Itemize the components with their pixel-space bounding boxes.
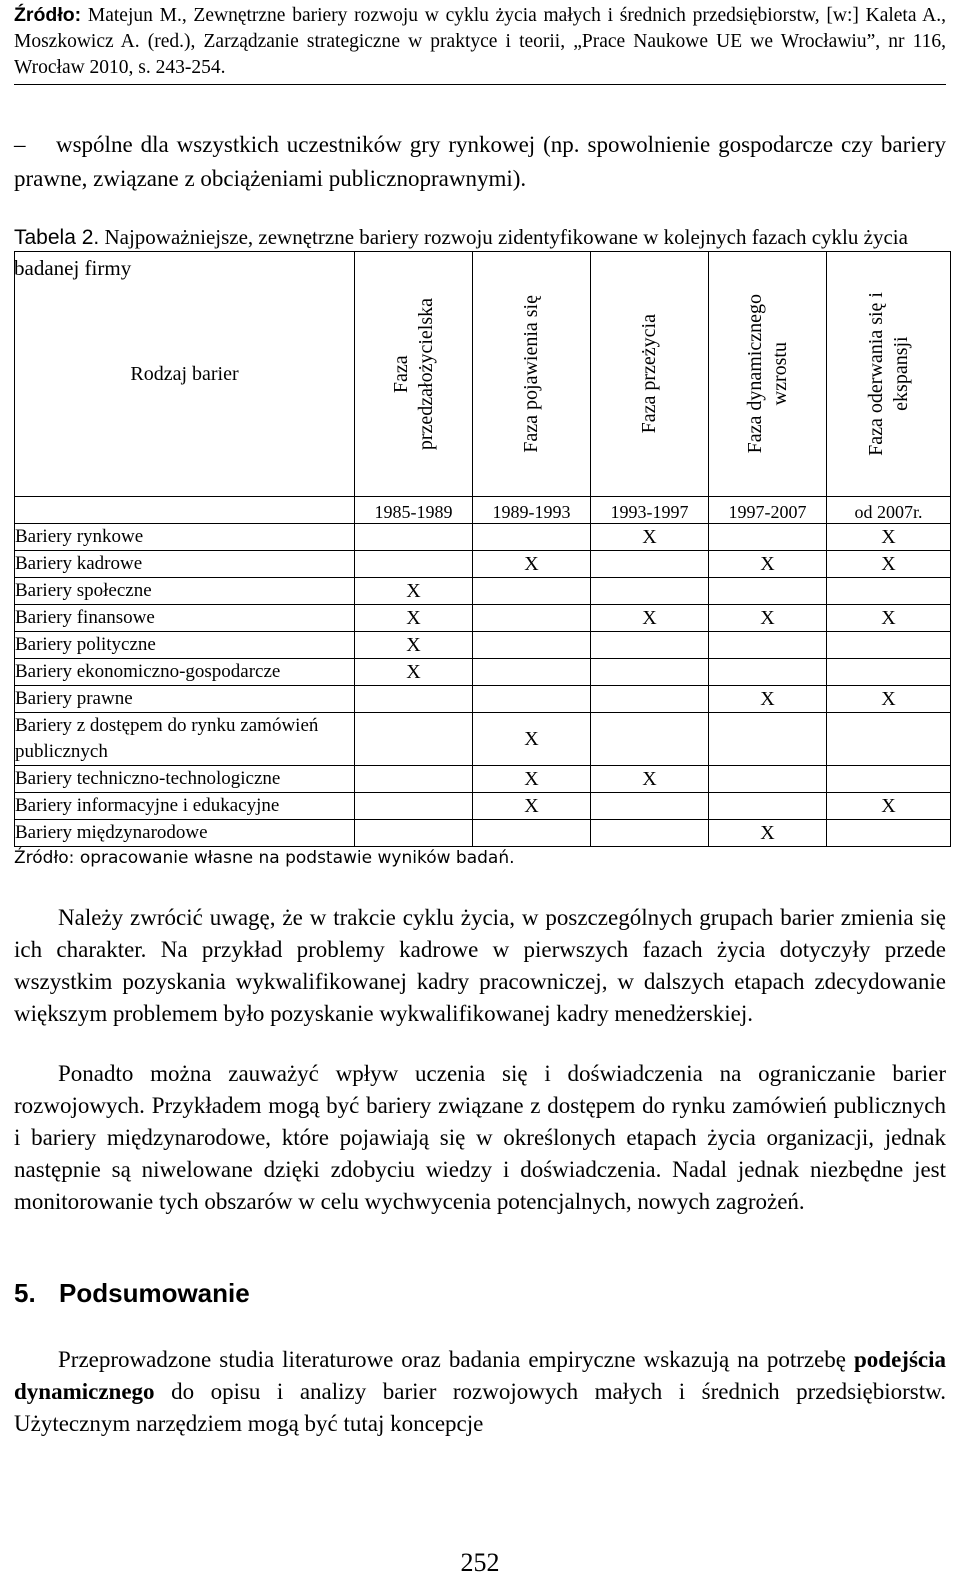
phase-mark-cell: [709, 578, 827, 605]
table-caption-label: Tabela 2.: [14, 226, 100, 249]
barriers-table: [14, 251, 951, 847]
phase-years: od 2007r.: [827, 497, 951, 524]
paragraph-text: Należy zwrócić uwagę, że w trakcie cyklu życia, w poszczególnych grupach barier zmienia się ich charakter. Na przykład problemy kadrowe w pierwszych fazach życia dotyczyły przede wszystkim pozyskania wykwalifikowanej kadry pracowniczej, w dalszych etapach zdecydowanie większym problemem było pozyskanie wykwalifikowanej kadry menedżerskiej.: [14, 905, 946, 1026]
table-row: [15, 632, 951, 659]
phase-header-cell: [355, 252, 473, 497]
years-row: [15, 497, 951, 524]
barrier-name: Bariery z dostępem do rynku zamówień publicznych: [15, 713, 355, 766]
summary-bold: podejścia dynamicznego: [14, 1347, 946, 1404]
phase-mark-cell: [473, 686, 591, 713]
phase-name: Faza pojawienia się: [520, 295, 542, 453]
summary-before: Przeprowadzone studia literaturowe oraz badania empiryczne wskazują na potrzebę: [58, 1347, 854, 1372]
phase-mark-cell: [591, 659, 709, 686]
phase-mark-cell: X: [473, 766, 591, 793]
phase-mark-cell: [473, 578, 591, 605]
phase-mark-cell: [473, 605, 591, 632]
phase-mark-cell: [709, 659, 827, 686]
phase-name: Faza przedzałożycielska: [389, 297, 437, 451]
table-row: [15, 551, 951, 578]
barrier-name: Bariery polityczne: [15, 632, 355, 659]
phase-years: 1993-1997: [591, 497, 709, 524]
phase-mark-cell: [355, 551, 473, 578]
summary-text: [14, 1344, 946, 1440]
phase-mark-cell: [473, 524, 591, 551]
phase-mark-cell: [355, 686, 473, 713]
page-number: 252: [460, 1548, 500, 1577]
phase-mark-cell: [709, 524, 827, 551]
barrier-name: Bariery prawne: [15, 686, 355, 713]
table-header-row: [15, 252, 951, 497]
barrier-name: Bariery techniczno-technologiczne: [15, 766, 355, 793]
phase-mark-cell: X: [827, 793, 951, 820]
barrier-name: Bariery międzynarodowe: [15, 820, 355, 847]
bullet-dash: –: [14, 132, 26, 157]
phase-mark-cell: [827, 578, 951, 605]
phase-header-cell: [709, 252, 827, 497]
phase-mark-cell: X: [827, 686, 951, 713]
phase-mark-cell: [473, 632, 591, 659]
table-row: [15, 686, 951, 713]
bullet-text: wspólne dla wszystkich uczestników gry rynkowej (np. spowolnienie gospodarcze czy bariery prawne, związane z obciążeniami publicznoprawnymi).: [14, 132, 946, 191]
paragraph: [14, 902, 946, 1030]
phase-mark-cell: [709, 793, 827, 820]
phase-mark-cell: [473, 659, 591, 686]
phase-header-cell: [473, 252, 591, 497]
phase-mark-cell: X: [473, 551, 591, 578]
table-row: [15, 605, 951, 632]
table-source-note: Źródło: opracowanie własne na podstawie wyników badań.: [14, 848, 515, 868]
phase-mark-cell: X: [827, 551, 951, 578]
phase-mark-cell: [591, 713, 709, 766]
phase-name: Faza przeżycia: [638, 314, 660, 434]
table-row: [15, 713, 951, 766]
header-divider: [14, 84, 946, 85]
phase-mark-cell: X: [709, 605, 827, 632]
phase-mark-cell: [591, 686, 709, 713]
barrier-name: Bariery rynkowe: [15, 524, 355, 551]
phase-mark-cell: [473, 820, 591, 847]
summary-paragraph: [14, 1344, 946, 1440]
years-blank-cell: [15, 497, 355, 524]
barrier-name: Bariery finansowe: [15, 605, 355, 632]
barrier-name: Bariery ekonomiczno-gospodarcze: [15, 659, 355, 686]
phase-mark-cell: [827, 713, 951, 766]
phase-years: 1997-2007: [709, 497, 827, 524]
paragraph: [14, 1058, 946, 1218]
phase-mark-cell: X: [355, 659, 473, 686]
table-row: [15, 524, 951, 551]
phase-mark-cell: [591, 578, 709, 605]
bullet-item: [14, 128, 946, 196]
phase-mark-cell: [591, 632, 709, 659]
phase-mark-cell: X: [473, 713, 591, 766]
phase-mark-cell: [355, 820, 473, 847]
phase-mark-cell: X: [473, 793, 591, 820]
phase-mark-cell: [355, 524, 473, 551]
phase-mark-cell: X: [591, 524, 709, 551]
section-title: Podsumowanie: [59, 1278, 250, 1308]
phase-header-cell: [827, 252, 951, 497]
summary-after: do opisu i analizy barier rozwojowych małych i średnich przedsiębiorstw. Użytecznym narzędziem mogą być tutaj koncepcje: [14, 1379, 946, 1436]
table-row: [15, 793, 951, 820]
table-row: [15, 659, 951, 686]
row-header-cell: Rodzaj barier: [15, 252, 355, 497]
barrier-name: Bariery społeczne: [15, 578, 355, 605]
phase-mark-cell: X: [355, 578, 473, 605]
table-row: [15, 578, 951, 605]
phase-years: 1985-1989: [355, 497, 473, 524]
phase-header-cell: [591, 252, 709, 497]
phase-mark-cell: [355, 766, 473, 793]
source-label: Źródło:: [14, 4, 82, 26]
phase-name: Faza dynamicznego wzrostu: [743, 294, 791, 454]
phase-mark-cell: X: [709, 820, 827, 847]
phase-mark-cell: [827, 820, 951, 847]
phase-mark-cell: [827, 659, 951, 686]
phase-mark-cell: X: [591, 766, 709, 793]
phase-mark-cell: [709, 713, 827, 766]
phase-name: Faza oderwania się i ekspansji: [864, 292, 912, 456]
phase-mark-cell: [827, 766, 951, 793]
source-text: Matejun M., Zewnętrzne bariery rozwoju w cyklu życia małych i średnich przedsiębiorstw, [w:] Kaleta A., Moszkowicz A. (red.), Zarządzanie strategiczne w praktyce i teorii, „Prace Naukowe UE we Wrocławiu”, nr 116, Wrocław 2010, s. 243-254.: [14, 5, 946, 78]
source-citation: [14, 2, 946, 81]
phase-mark-cell: [827, 632, 951, 659]
phase-mark-cell: X: [709, 686, 827, 713]
phase-mark-cell: X: [355, 605, 473, 632]
section-number: 5.: [14, 1278, 36, 1308]
phase-mark-cell: [355, 793, 473, 820]
table-row: [15, 766, 951, 793]
phase-years: 1989-1993: [473, 497, 591, 524]
barrier-name: Bariery kadrowe: [15, 551, 355, 578]
phase-mark-cell: [709, 632, 827, 659]
phase-mark-cell: X: [591, 605, 709, 632]
phase-mark-cell: [355, 713, 473, 766]
table-row: [15, 820, 951, 847]
phase-mark-cell: [591, 820, 709, 847]
phase-mark-cell: X: [709, 551, 827, 578]
phase-mark-cell: [591, 551, 709, 578]
table-caption-text: Najpoważniejsze, zewnętrzne bariery rozwoju zidentyfikowane w kolejnych fazach cyklu życia badanej firmy: [14, 225, 908, 280]
barrier-name: Bariery informacyjne i edukacyjne: [15, 793, 355, 820]
phase-mark-cell: X: [827, 605, 951, 632]
table-body: [15, 524, 951, 847]
phase-mark-cell: X: [355, 632, 473, 659]
paragraph-text: Ponadto można zauważyć wpływ uczenia się i doświadczenia na ograniczanie barier rozwojowych. Przykładem mogą być bariery związane z dostępem do rynku zamówień publicznych i bariery międzynarodowe, które pojawiają się w określonych etapach życia organizacji, jednak następnie są niwelowane dzięki zdobyciu wiedzy i doświadczenia. Nadal jednak niezbędne jest monitorowanie tych obszarów w celu wychwycenia potencjalnych, nowych zagrożeń.: [14, 1061, 946, 1214]
phase-mark-cell: X: [827, 524, 951, 551]
phase-mark-cell: [591, 793, 709, 820]
section-heading: [14, 1278, 250, 1309]
phase-mark-cell: [709, 766, 827, 793]
